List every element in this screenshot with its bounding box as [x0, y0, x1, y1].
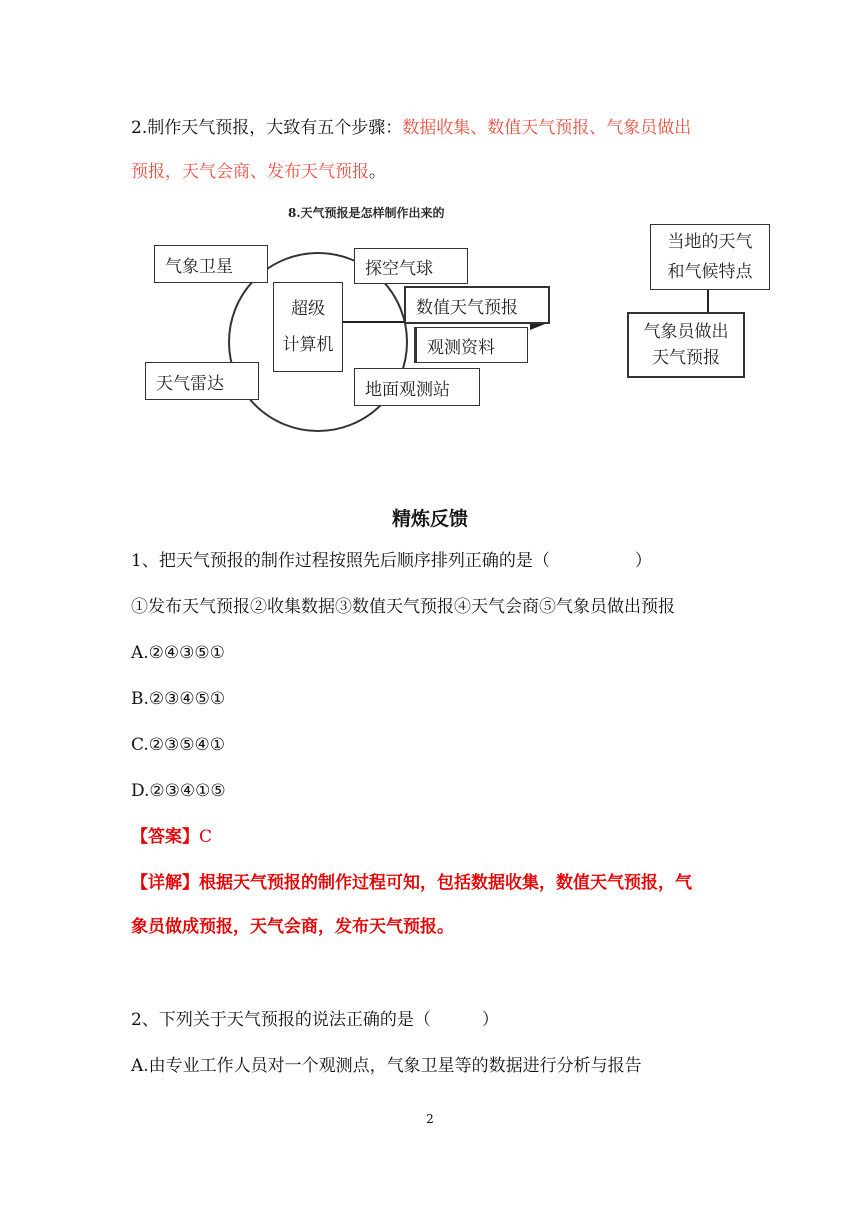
intro-steps-red-cont: 预报，天气会商、发布天气预报 [131, 162, 369, 182]
q1-option-d: D.②③④①⑤ [131, 781, 226, 801]
detail-text-2: 象员做成预报，天气会商，发布天气预报。 [131, 917, 454, 937]
balloon-label: 探空气球 [365, 258, 433, 279]
forecaster-label-2: 天气预报 [652, 348, 720, 368]
q1-items: ①发布天气预报②收集数据③数值天气预报④天气会商⑤气象员做出预报 [131, 597, 675, 617]
intro-text: 2.制作天气预报，大致有五个步骤： [131, 118, 403, 138]
intro-line-2 [131, 161, 386, 183]
intro-period: 。 [369, 162, 386, 182]
radar-box [145, 362, 259, 400]
numerical-forecast-box [404, 286, 550, 324]
ground-station-label: 地面观测站 [365, 379, 450, 400]
answer-tag: 【答案】 [131, 827, 199, 847]
balloon-box [354, 248, 468, 284]
intro-line-1 [131, 117, 691, 139]
q1-option-b: B.②③④⑤① [131, 689, 226, 709]
diagram-title: 8.天气预报是怎样制作出来的 [288, 206, 445, 220]
supercomputer-label-2: 计算机 [282, 335, 334, 355]
detail-text-1: 根据天气预报的制作过程可知，包括数据收集，数值天气预报，气 [199, 873, 692, 893]
q1-question: 1、把天气预报的制作过程按照先后顺序排列正确的是（ ） [131, 551, 652, 571]
radar-label: 天气雷达 [156, 373, 224, 394]
numerical-forecast-label: 数值天气预报 [416, 297, 518, 318]
q1-option-c: C.②③⑤④① [131, 735, 226, 755]
answer-value: C [199, 827, 213, 847]
supercomputer-label-1: 超级 [291, 299, 325, 319]
detail-tag: 【详解】 [131, 873, 199, 893]
intro-steps-red: 数据收集、数值天气预报、气象员做出 [402, 118, 692, 138]
section-title: 精炼反馈 [391, 508, 468, 530]
ground-station-box [354, 368, 480, 406]
local-climate-label-1: 当地的天气 [667, 232, 753, 252]
local-climate-label-2: 和气候特点 [667, 262, 753, 282]
page-number: 2 [426, 1112, 434, 1126]
satellite-box [154, 245, 268, 283]
observation-box [414, 327, 528, 363]
forecaster-box [627, 312, 745, 378]
q2-option-a: A.由专业工作人员对一个观测点，气象卫星等的数据进行分析与报告 [131, 1056, 642, 1076]
forecaster-label-1: 气象员做出 [643, 322, 729, 342]
q1-detail-line-1 [131, 872, 692, 894]
q1-detail-line-2 [131, 916, 454, 938]
forecast-diagram [140, 200, 780, 440]
q2-question: 2、下列关于天气预报的说法正确的是（ ） [131, 1010, 499, 1030]
q1-answer [131, 826, 212, 848]
observation-label: 观测资料 [427, 337, 495, 358]
q1-option-a: A.②④③⑤① [131, 643, 225, 663]
satellite-label: 气象卫星 [165, 256, 233, 277]
local-climate-box [650, 224, 770, 290]
supercomputer-box [273, 282, 343, 372]
